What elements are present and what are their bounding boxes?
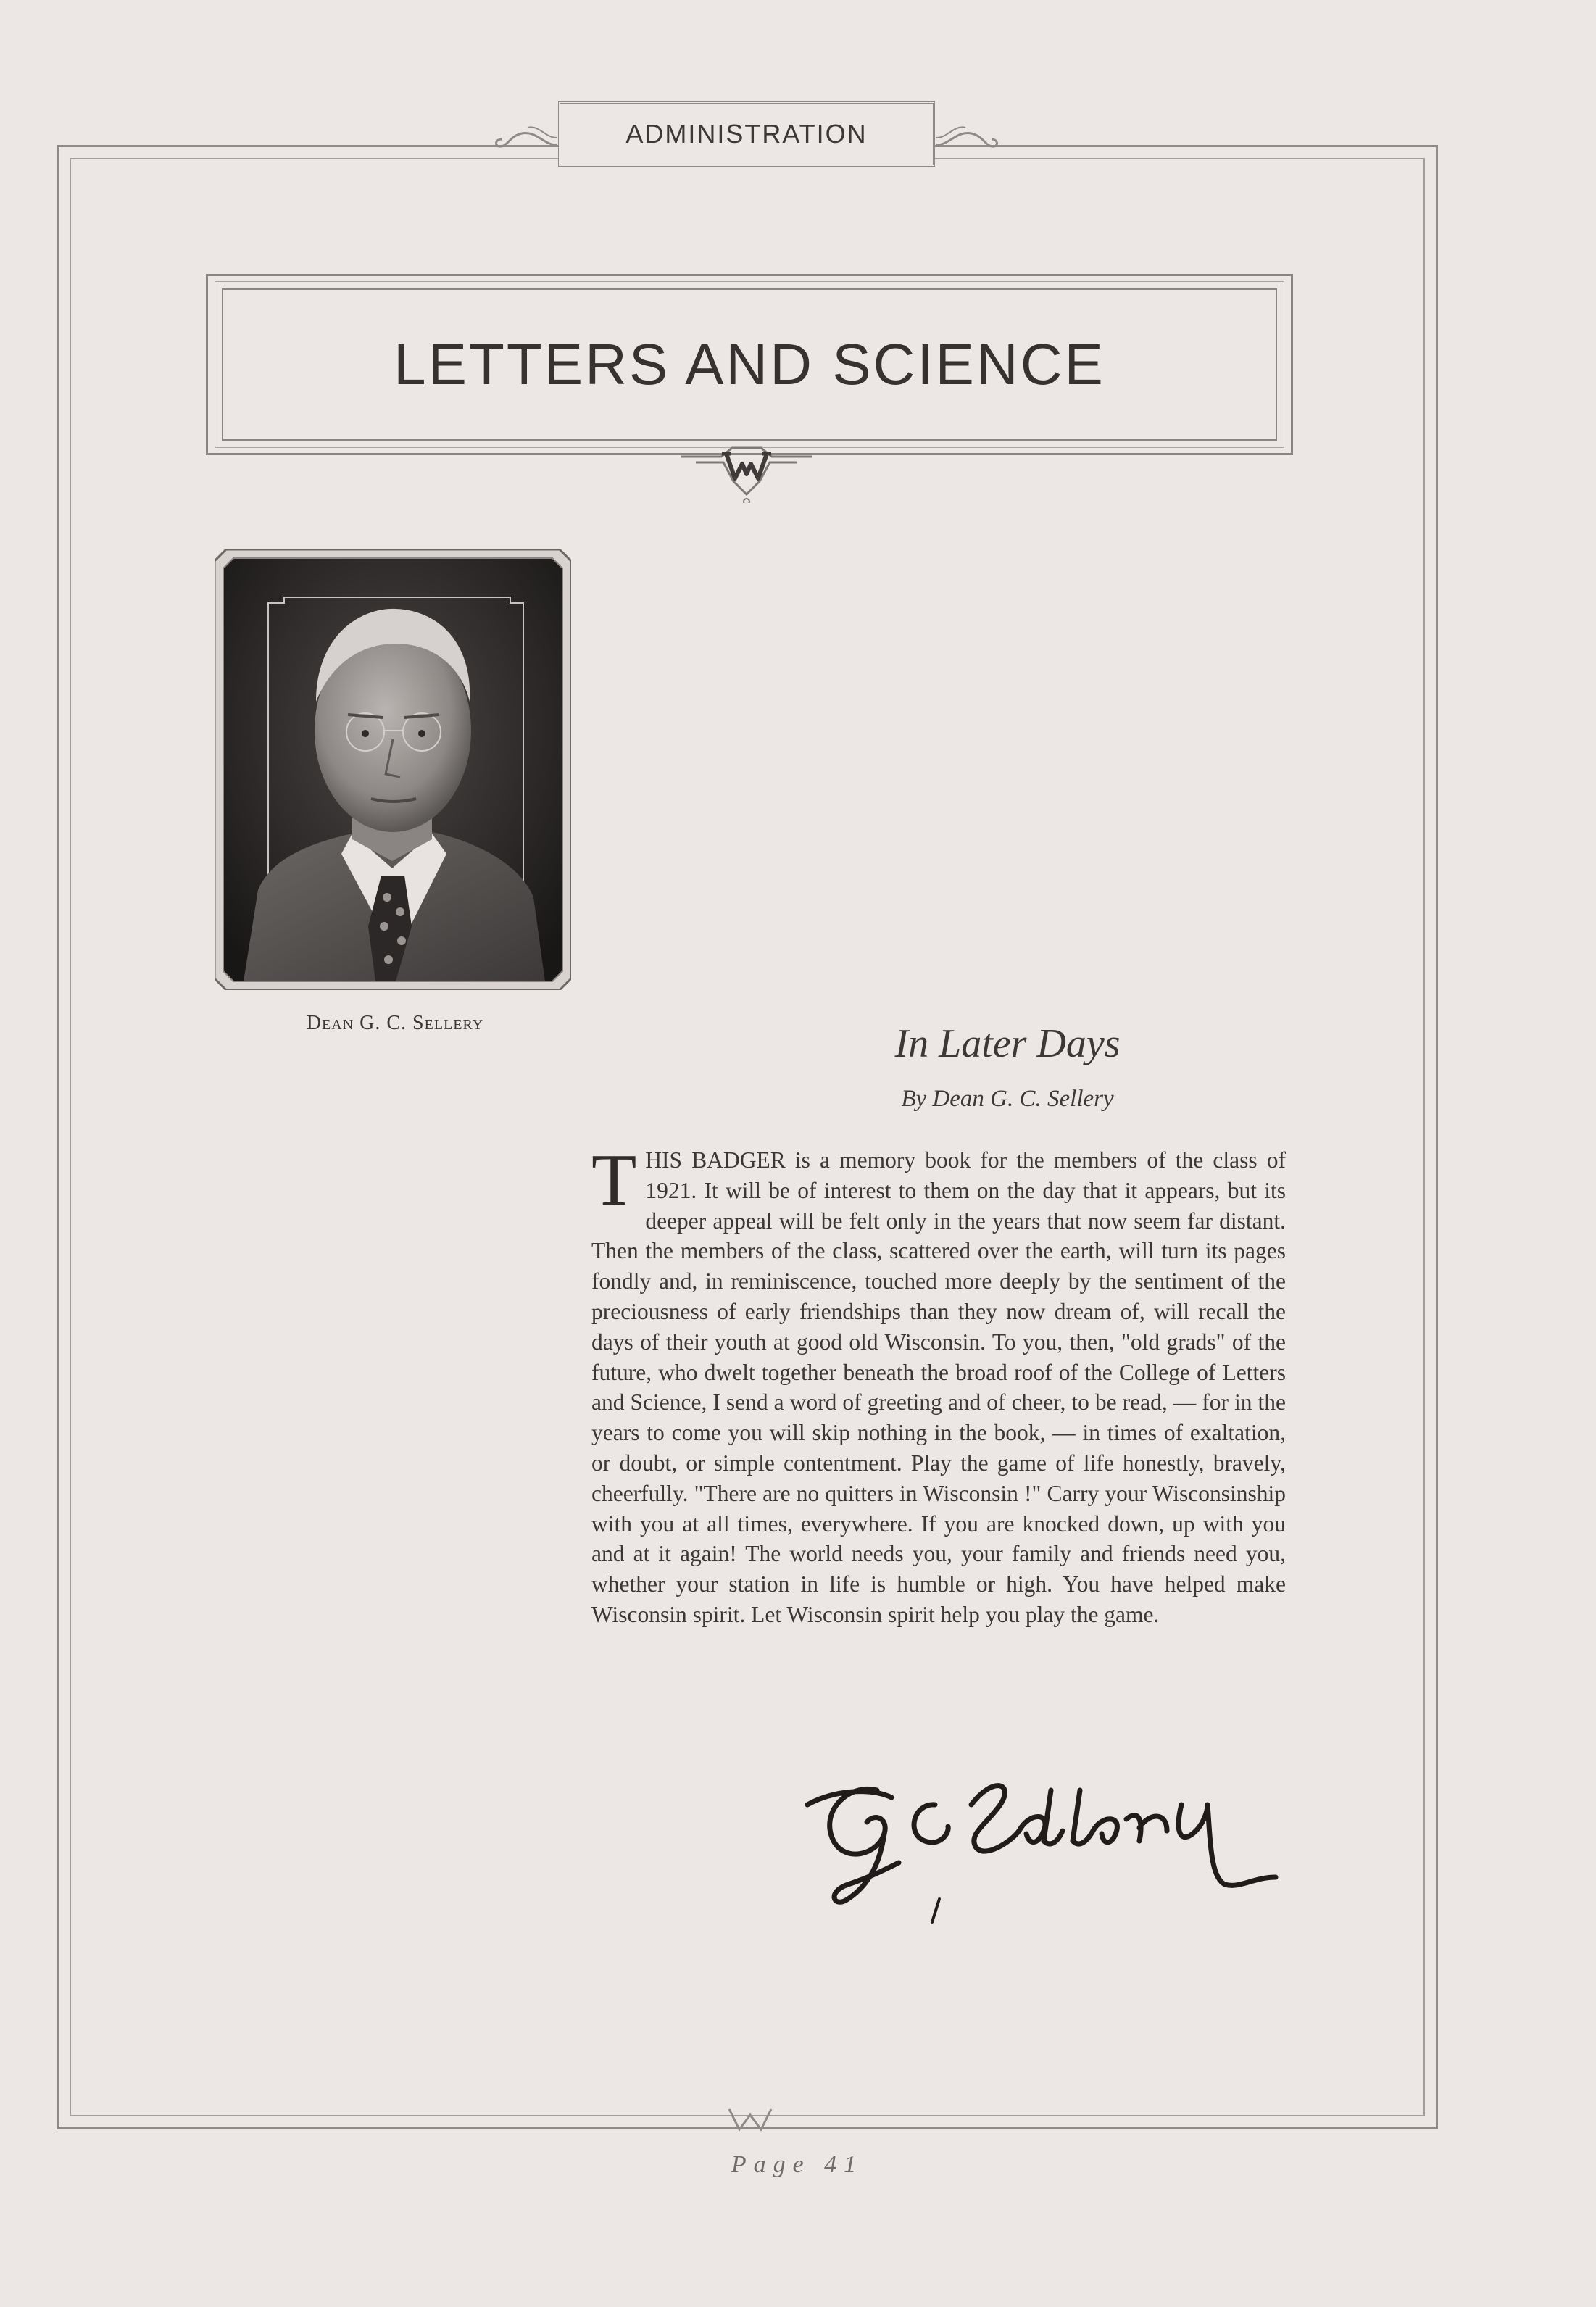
- drop-cap: T: [591, 1139, 637, 1221]
- signature-image: [805, 1761, 1283, 1928]
- article-title: In Later Days: [894, 1021, 1121, 1066]
- article-body-text: HIS BADGER is a memory book for the members of the class of 1921. It will be of interest to them on the day that it appears, but its deeper appeal will be felt only in the years that now seem far distant. Then the members of the class, scattered over the earth, will turn its pages fondly and, in reminiscence, touched more deeply by the sentiment of the preciousness of early friendships than they now dream of, will recall the days of their youth at good old Wisconsin. To you, then, "old grads" of the future, who dwelt together beneath the broad roof of the College of Letters and Science, I send a word of greeting and of cheer, to be read, — for in the years to come you will skip nothing in the book, — in times of exaltation, or doubt, or simple contentment. Play the game of life honestly, bravely, cheerfully. "There are no quitters in Wisconsin !" Carry your Wisconsinship with you at all times, everywhere. If you are knocked down, up with you and at it again! The world needs you, your family and friends need you, whether your station in life is humble or high. You have helped make Wisconsin spirit. Let Wisconsin spirit help you play the game.: [591, 1147, 1286, 1627]
- article-byline: By Dean G. C. Sellery: [901, 1086, 1114, 1112]
- portrait-caption-text: Dean G. C. Sellery: [306, 1012, 484, 1034]
- title-box: [222, 288, 1277, 441]
- section-tab: [558, 101, 935, 167]
- w-emblem-icon: [681, 438, 812, 503]
- portrait-photo: [215, 549, 571, 990]
- w-emblem-icon: [725, 2105, 776, 2134]
- ornament-scroll-icon: [493, 109, 558, 152]
- portrait-caption: [217, 1012, 573, 1035]
- page-title: LETTERS AND SCIENCE: [394, 332, 1105, 396]
- article-body: [591, 1139, 1286, 1630]
- page-number: Page 41: [731, 2151, 864, 2178]
- section-tab-label: ADMINISTRATION: [625, 119, 868, 149]
- ornament-scroll-icon: [935, 109, 1000, 152]
